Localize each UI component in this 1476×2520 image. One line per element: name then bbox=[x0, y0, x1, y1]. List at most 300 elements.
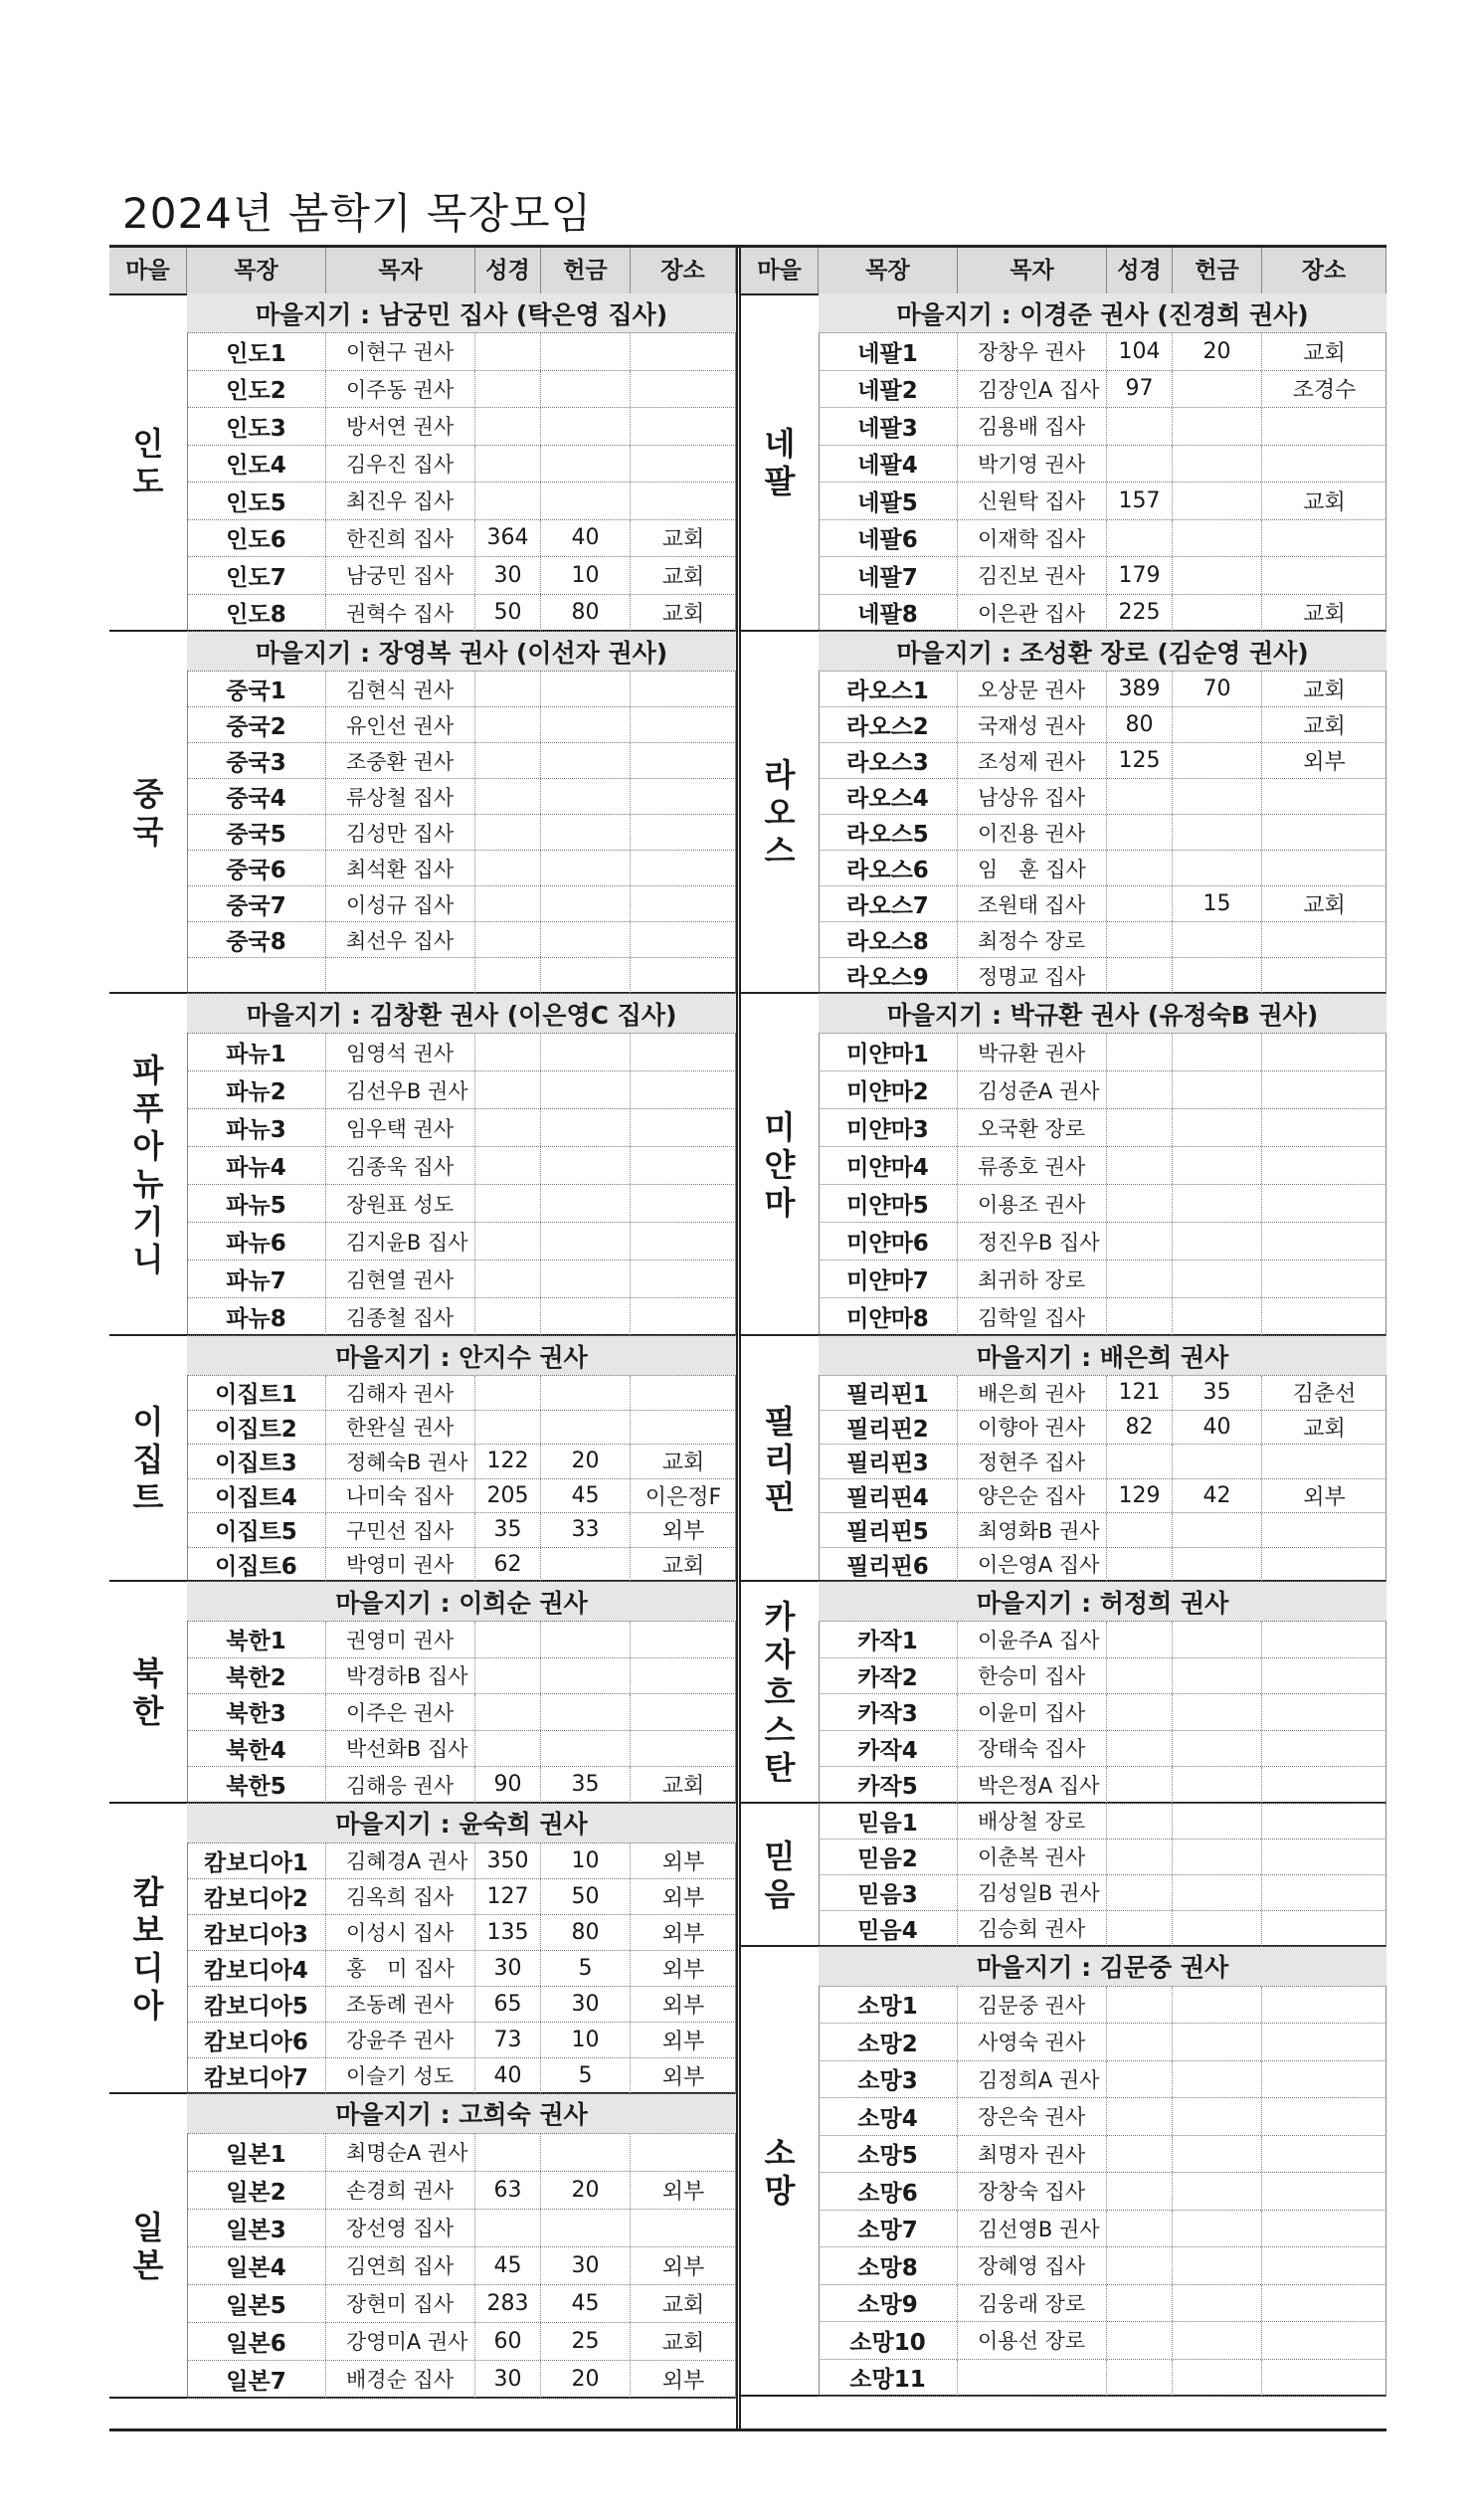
group-name: 필리핀2 bbox=[819, 1411, 958, 1445]
meeting-place: 외부 bbox=[1303, 750, 1346, 775]
table-row bbox=[187, 1915, 736, 1951]
leader-name: 김해자 권사 bbox=[326, 1376, 475, 1410]
village-name: 미 얀 마 bbox=[764, 1108, 796, 1222]
leader-name: 이춘복 권사 bbox=[958, 1840, 1107, 1874]
bible-count bbox=[1107, 2247, 1173, 2284]
header-cell: 목자 bbox=[958, 248, 1107, 293]
group-name: 일본1 bbox=[187, 2134, 326, 2171]
village-leader: 마을지기 : 배은희 권사 bbox=[819, 1336, 1386, 1376]
leader-name: 오국환 장로 bbox=[958, 1109, 1107, 1146]
meeting-place bbox=[1262, 2247, 1386, 2284]
meeting-place bbox=[631, 1147, 736, 1184]
table-row bbox=[187, 851, 736, 886]
table-row bbox=[187, 2247, 736, 2285]
group-name: 카작2 bbox=[819, 1658, 958, 1694]
offering-amount bbox=[1173, 1071, 1262, 1108]
bible-count bbox=[475, 707, 541, 742]
bible-count: 157 bbox=[1107, 483, 1173, 519]
meeting-place bbox=[1262, 1840, 1386, 1874]
table-row bbox=[819, 1767, 1386, 1804]
table-row bbox=[819, 1376, 1386, 1411]
meeting-place bbox=[1262, 1147, 1386, 1184]
bible-count bbox=[1107, 520, 1173, 557]
group-name: 이집트4 bbox=[187, 1479, 326, 1513]
bible-count: 90 bbox=[475, 1767, 541, 1803]
table-row bbox=[187, 1987, 736, 2023]
group-name: 필리핀4 bbox=[819, 1479, 958, 1513]
group-name: 이집트2 bbox=[187, 1411, 326, 1445]
table-row bbox=[819, 483, 1386, 520]
village-leader: 마을지기 : 조성환 장로 (김순영 권사) bbox=[819, 632, 1386, 672]
table-row bbox=[819, 2285, 1386, 2323]
group-name: 일본3 bbox=[187, 2210, 326, 2246]
leader-name: 권혁수 집사 bbox=[326, 595, 475, 632]
leader-name: 박은정A 집사 bbox=[958, 1767, 1107, 1803]
bible-count: 73 bbox=[475, 2023, 541, 2057]
bible-count bbox=[1107, 1147, 1173, 1184]
bible-count bbox=[1107, 886, 1173, 921]
table-row bbox=[819, 1840, 1386, 1875]
table-row bbox=[819, 851, 1386, 886]
bible-count bbox=[1107, 1911, 1173, 1946]
offering-amount bbox=[541, 1411, 631, 1445]
leader-name: 신원탁 집사 bbox=[958, 483, 1107, 519]
bible-count bbox=[475, 1622, 541, 1657]
offering-amount bbox=[1173, 1694, 1262, 1730]
leader-name: 김성준A 권사 bbox=[958, 1071, 1107, 1108]
meeting-place: 외부 bbox=[661, 1957, 705, 1983]
header-cell: 성경 bbox=[1107, 248, 1173, 293]
group-schedule-table bbox=[109, 245, 1386, 2431]
table-row bbox=[187, 2323, 736, 2361]
meeting-place bbox=[1262, 1260, 1386, 1297]
village-name: 라 오 스 bbox=[764, 756, 796, 870]
table-row bbox=[819, 408, 1386, 446]
offering-amount: 15 bbox=[1173, 886, 1262, 921]
group-name: 미얀마6 bbox=[819, 1223, 958, 1260]
offering-amount bbox=[1173, 2136, 1262, 2173]
leader-name: 이성시 집사 bbox=[326, 1915, 475, 1950]
meeting-place bbox=[631, 922, 736, 957]
group-name: 라오스1 bbox=[819, 672, 958, 706]
bible-count bbox=[1107, 1513, 1173, 1547]
group-name: 미얀마7 bbox=[819, 1260, 958, 1297]
group-name: 중국7 bbox=[187, 886, 326, 921]
leader-name: 이용선 장로 bbox=[958, 2322, 1107, 2359]
group-name: 인도6 bbox=[187, 520, 326, 557]
offering-amount bbox=[541, 1548, 631, 1582]
village-block bbox=[741, 293, 1386, 632]
leader-name: 조중환 권사 bbox=[326, 743, 475, 778]
bible-count bbox=[475, 1223, 541, 1260]
bible-count: 129 bbox=[1107, 1479, 1173, 1513]
offering-amount bbox=[1173, 595, 1262, 632]
village-block bbox=[109, 632, 736, 994]
group-name: 필리핀3 bbox=[819, 1445, 958, 1478]
group-name: 파뉴7 bbox=[187, 1260, 326, 1297]
offering-amount bbox=[1173, 922, 1262, 957]
village-leader: 마을지기 : 이경준 권사 (진경희 권사) bbox=[819, 293, 1386, 333]
table-row bbox=[187, 1731, 736, 1768]
bible-count bbox=[475, 922, 541, 957]
leader-name: 최영화B 권사 bbox=[958, 1513, 1107, 1547]
offering-amount: 20 bbox=[541, 2361, 631, 2398]
offering-amount bbox=[1173, 1109, 1262, 1146]
village-block bbox=[109, 1804, 736, 2094]
group-name: 캄보디아6 bbox=[187, 2023, 326, 2057]
leader-name: 박규환 권사 bbox=[958, 1034, 1107, 1070]
group-name: 중국3 bbox=[187, 743, 326, 778]
offering-amount: 5 bbox=[541, 1951, 631, 1986]
village-block bbox=[741, 994, 1386, 1336]
meeting-place bbox=[1262, 1622, 1386, 1657]
group-name: 라오스5 bbox=[819, 815, 958, 850]
group-name: 인도4 bbox=[187, 446, 326, 483]
meeting-place bbox=[1262, 851, 1386, 885]
table-row bbox=[819, 446, 1386, 484]
bible-count bbox=[475, 958, 541, 993]
group-name: 미얀마3 bbox=[819, 1109, 958, 1146]
group-name: 파뉴3 bbox=[187, 1109, 326, 1146]
leader-name: 사영숙 권사 bbox=[958, 2024, 1107, 2060]
bible-count bbox=[475, 743, 541, 778]
group-name: 필리핀5 bbox=[819, 1513, 958, 1547]
group-name: 인도2 bbox=[187, 371, 326, 408]
village-name: 믿 음 bbox=[764, 1837, 796, 1913]
village-block bbox=[741, 1947, 1386, 2398]
meeting-place bbox=[1262, 1445, 1386, 1478]
group-name: 중국4 bbox=[187, 779, 326, 814]
meeting-place: 외부 bbox=[661, 1849, 705, 1875]
table-row bbox=[819, 1223, 1386, 1260]
table-row bbox=[187, 1622, 736, 1658]
bible-count: 97 bbox=[1107, 371, 1173, 408]
meeting-place: 교회 bbox=[661, 2292, 705, 2318]
table-row bbox=[187, 1034, 736, 1071]
offering-amount bbox=[1173, 1911, 1262, 1946]
group-name: 파뉴5 bbox=[187, 1185, 326, 1222]
table-row bbox=[819, 779, 1386, 815]
offering-amount bbox=[1173, 2173, 1262, 2210]
leader-name: 장창숙 집사 bbox=[958, 2173, 1107, 2210]
meeting-place bbox=[631, 743, 736, 778]
meeting-place: 교회 bbox=[1303, 340, 1346, 366]
village-block bbox=[109, 994, 736, 1336]
leader-name: 이용조 권사 bbox=[958, 1185, 1107, 1222]
bible-count bbox=[1107, 2360, 1173, 2397]
leader-name: 박영미 권사 bbox=[326, 1548, 475, 1582]
meeting-place: 외부 bbox=[661, 2368, 705, 2394]
meeting-place bbox=[1262, 1223, 1386, 1260]
village-leader: 마을지기 : 박규환 권사 (유정숙B 권사) bbox=[819, 994, 1386, 1034]
leader-name: 이재학 집사 bbox=[958, 520, 1107, 557]
meeting-place bbox=[631, 1109, 736, 1146]
bible-count: 45 bbox=[475, 2247, 541, 2284]
bible-count bbox=[1107, 1548, 1173, 1582]
group-name: 소망9 bbox=[819, 2285, 958, 2322]
group-name: 미얀마1 bbox=[819, 1034, 958, 1070]
bible-count bbox=[475, 886, 541, 921]
table-row bbox=[819, 1987, 1386, 2025]
leader-name: 김문중 권사 bbox=[958, 1987, 1107, 2024]
meeting-place: 교회 bbox=[1303, 893, 1346, 918]
meeting-place bbox=[1262, 557, 1386, 594]
offering-amount: 50 bbox=[541, 1879, 631, 1914]
bible-count bbox=[1107, 1071, 1173, 1108]
meeting-place bbox=[1262, 2322, 1386, 2359]
group-name: 네팔6 bbox=[819, 520, 958, 557]
meeting-place bbox=[1262, 1658, 1386, 1694]
offering-amount bbox=[1173, 2285, 1262, 2322]
group-name: 소망7 bbox=[819, 2211, 958, 2247]
bible-count: 63 bbox=[475, 2172, 541, 2209]
bible-count bbox=[1107, 1840, 1173, 1874]
offering-amount: 30 bbox=[541, 2247, 631, 2284]
offering-amount bbox=[1173, 1875, 1262, 1910]
bible-count bbox=[1107, 1987, 1173, 2024]
table-row bbox=[187, 886, 736, 922]
table-row bbox=[819, 2360, 1386, 2398]
meeting-place bbox=[1262, 1911, 1386, 1946]
offering-amount bbox=[541, 1376, 631, 1410]
table-row bbox=[819, 1147, 1386, 1185]
offering-amount bbox=[1173, 2360, 1262, 2397]
table-row bbox=[187, 408, 736, 446]
group-name: 일본5 bbox=[187, 2285, 326, 2322]
offering-amount: 30 bbox=[541, 1987, 631, 2022]
village-leader: 마을지기 : 고희숙 권사 bbox=[187, 2094, 736, 2134]
group-name: 미얀마5 bbox=[819, 1185, 958, 1222]
offering-amount: 42 bbox=[1173, 1479, 1262, 1513]
leader-name: 임우택 권사 bbox=[326, 1109, 475, 1146]
group-name: 캄보디아5 bbox=[187, 1987, 326, 2022]
offering-amount: 35 bbox=[1173, 1376, 1262, 1410]
table-row bbox=[819, 371, 1386, 409]
group-name: 라오스2 bbox=[819, 707, 958, 742]
meeting-place: 외부 bbox=[661, 1885, 705, 1911]
group-name: 북한2 bbox=[187, 1658, 326, 1694]
meeting-place bbox=[1262, 2024, 1386, 2060]
meeting-place bbox=[1262, 1071, 1386, 1108]
group-name: 라오스3 bbox=[819, 743, 958, 778]
meeting-place bbox=[1262, 2061, 1386, 2098]
offering-amount bbox=[1173, 1513, 1262, 1547]
group-name: 네팔8 bbox=[819, 595, 958, 632]
village-name: 캄 보 디 아 bbox=[132, 1872, 164, 2025]
group-name: 소망1 bbox=[819, 1987, 958, 2024]
table-row bbox=[187, 1376, 736, 1411]
meeting-place bbox=[1262, 1548, 1386, 1582]
group-name: 일본6 bbox=[187, 2323, 326, 2360]
meeting-place bbox=[631, 815, 736, 850]
bible-count bbox=[1107, 2024, 1173, 2060]
table-row bbox=[819, 2173, 1386, 2211]
meeting-place: 교회 bbox=[661, 1451, 705, 1476]
meeting-place bbox=[1262, 2360, 1386, 2397]
bible-count: 121 bbox=[1107, 1376, 1173, 1410]
leader-name: 박선화B 집사 bbox=[326, 1731, 475, 1767]
offering-amount bbox=[1173, 1298, 1262, 1335]
group-name: 믿음4 bbox=[819, 1911, 958, 1946]
group-name: 네팔7 bbox=[819, 557, 958, 594]
leader-name: 강영미A 권사 bbox=[326, 2323, 475, 2360]
group-name: 필리핀6 bbox=[819, 1548, 958, 1582]
bible-count bbox=[1107, 2211, 1173, 2247]
bible-count bbox=[475, 1260, 541, 1297]
leader-name: 배상철 장로 bbox=[958, 1804, 1107, 1839]
group-name: 파뉴8 bbox=[187, 1298, 326, 1335]
meeting-place bbox=[1262, 2211, 1386, 2247]
leader-name: 양은순 집사 bbox=[958, 1479, 1107, 1513]
group-name: 인도1 bbox=[187, 333, 326, 370]
bible-count bbox=[475, 1658, 541, 1694]
bible-count bbox=[475, 1185, 541, 1222]
leader-name: 김우진 집사 bbox=[326, 446, 475, 483]
leader-name: 최선우 집사 bbox=[326, 922, 475, 957]
leader-name: 최진우 집사 bbox=[326, 483, 475, 519]
meeting-place bbox=[631, 446, 736, 483]
meeting-place bbox=[1262, 2173, 1386, 2210]
offering-amount: 80 bbox=[541, 1915, 631, 1950]
village-name: 이 집 트 bbox=[132, 1402, 164, 1516]
meeting-place: 이은정F bbox=[645, 1484, 722, 1510]
leader-name: 김현식 권사 bbox=[326, 672, 475, 706]
bible-count bbox=[475, 1034, 541, 1070]
bible-count: 30 bbox=[475, 2361, 541, 2398]
group-name: 네팔4 bbox=[819, 446, 958, 483]
group-name: 라오스9 bbox=[819, 958, 958, 993]
group-name: 네팔5 bbox=[819, 483, 958, 519]
village-leader: 마을지기 : 남궁민 집사 (탁은영 집사) bbox=[187, 293, 736, 333]
meeting-place bbox=[631, 851, 736, 885]
offering-amount bbox=[1173, 2098, 1262, 2135]
bible-count bbox=[1107, 1622, 1173, 1657]
offering-amount bbox=[541, 707, 631, 742]
leader-name: 김현열 권사 bbox=[326, 1260, 475, 1297]
offering-amount bbox=[541, 1223, 631, 1260]
table-row bbox=[819, 1185, 1386, 1223]
village-name: 일 본 bbox=[132, 2208, 164, 2284]
offering-amount: 25 bbox=[541, 2323, 631, 2360]
table-row bbox=[187, 483, 736, 520]
meeting-place bbox=[631, 1034, 736, 1070]
table-row bbox=[819, 1479, 1386, 1514]
bible-count bbox=[475, 371, 541, 408]
leader-name: 조성제 권사 bbox=[958, 743, 1107, 778]
bible-count bbox=[475, 1411, 541, 1445]
table-row bbox=[819, 1445, 1386, 1479]
village-name: 파 푸 아 뉴 기 니 bbox=[132, 1052, 164, 1278]
village-name: 필 리 핀 bbox=[764, 1402, 796, 1516]
bible-count bbox=[475, 333, 541, 370]
village-leader: 마을지기 : 김창환 권사 (이은영C 집사) bbox=[187, 994, 736, 1034]
meeting-place: 외부 bbox=[661, 1921, 705, 1947]
village-leader: 마을지기 : 안지수 권사 bbox=[187, 1336, 736, 1376]
bible-count bbox=[1107, 2285, 1173, 2322]
group-name: 카작3 bbox=[819, 1694, 958, 1730]
bible-count bbox=[1107, 1185, 1173, 1222]
table-row bbox=[187, 1513, 736, 1548]
table-row bbox=[819, 2322, 1386, 2360]
table-row bbox=[187, 1694, 736, 1731]
leader-name: 김해응 권사 bbox=[326, 1767, 475, 1803]
group-name: 소망8 bbox=[819, 2247, 958, 2284]
leader-name: 배은희 권사 bbox=[958, 1376, 1107, 1410]
bible-count bbox=[1107, 1260, 1173, 1297]
meeting-place bbox=[1262, 2098, 1386, 2135]
bible-count bbox=[475, 2210, 541, 2246]
bible-count bbox=[1107, 1223, 1173, 1260]
leader-name: 홍 미 집사 bbox=[326, 1951, 475, 1986]
leader-name: 최석환 집사 bbox=[326, 851, 475, 885]
group-name: 일본7 bbox=[187, 2361, 326, 2398]
group-name: 중국5 bbox=[187, 815, 326, 850]
group-name: 미얀마8 bbox=[819, 1298, 958, 1335]
table-row bbox=[187, 1298, 736, 1336]
group-name: 북한5 bbox=[187, 1767, 326, 1803]
meeting-place bbox=[1262, 520, 1386, 557]
group-name: 인도8 bbox=[187, 595, 326, 632]
table-row bbox=[187, 672, 736, 707]
group-name: 파뉴2 bbox=[187, 1071, 326, 1108]
leader-name: 한승미 집사 bbox=[958, 1658, 1107, 1694]
offering-amount bbox=[1173, 1658, 1262, 1694]
bible-count: 30 bbox=[475, 557, 541, 594]
bible-count: 179 bbox=[1107, 557, 1173, 594]
table-row bbox=[819, 2098, 1386, 2136]
meeting-place: 교회 bbox=[1303, 489, 1346, 515]
bible-count: 40 bbox=[475, 2058, 541, 2093]
group-name: 이집트5 bbox=[187, 1513, 326, 1547]
bible-count bbox=[1107, 1694, 1173, 1730]
group-name: 라오스6 bbox=[819, 851, 958, 885]
group-name: 네팔3 bbox=[819, 408, 958, 445]
bible-count: 283 bbox=[475, 2285, 541, 2322]
bible-count bbox=[475, 851, 541, 885]
leader-name: 김승회 권사 bbox=[958, 1911, 1107, 1946]
table-header bbox=[109, 248, 1386, 295]
offering-amount bbox=[1173, 1548, 1262, 1582]
village-block bbox=[109, 1582, 736, 1804]
leader-name: 박기영 권사 bbox=[958, 446, 1107, 483]
table-row bbox=[187, 707, 736, 743]
offering-amount: 45 bbox=[541, 2285, 631, 2322]
bible-count bbox=[475, 2134, 541, 2171]
meeting-place: 외부 bbox=[661, 1993, 705, 2019]
meeting-place: 교회 bbox=[661, 527, 705, 553]
group-name: 소망2 bbox=[819, 2024, 958, 2060]
offering-amount bbox=[541, 371, 631, 408]
meeting-place: 교회 bbox=[1303, 678, 1346, 703]
table-row bbox=[187, 958, 736, 994]
bible-count bbox=[475, 446, 541, 483]
table-row bbox=[187, 1445, 736, 1479]
leader-name bbox=[958, 2360, 1107, 2397]
bible-count bbox=[475, 483, 541, 519]
bible-count: 80 bbox=[1107, 707, 1173, 742]
leader-name: 임 훈 집사 bbox=[958, 851, 1107, 885]
offering-amount bbox=[541, 779, 631, 814]
bible-count bbox=[1107, 1034, 1173, 1070]
offering-amount bbox=[541, 851, 631, 885]
group-name: 북한3 bbox=[187, 1694, 326, 1730]
table-row bbox=[819, 672, 1386, 707]
bible-count bbox=[475, 779, 541, 814]
offering-amount bbox=[1173, 371, 1262, 408]
meeting-place bbox=[1262, 1513, 1386, 1547]
offering-amount bbox=[541, 1622, 631, 1657]
meeting-place: 교회 bbox=[1303, 1416, 1346, 1442]
